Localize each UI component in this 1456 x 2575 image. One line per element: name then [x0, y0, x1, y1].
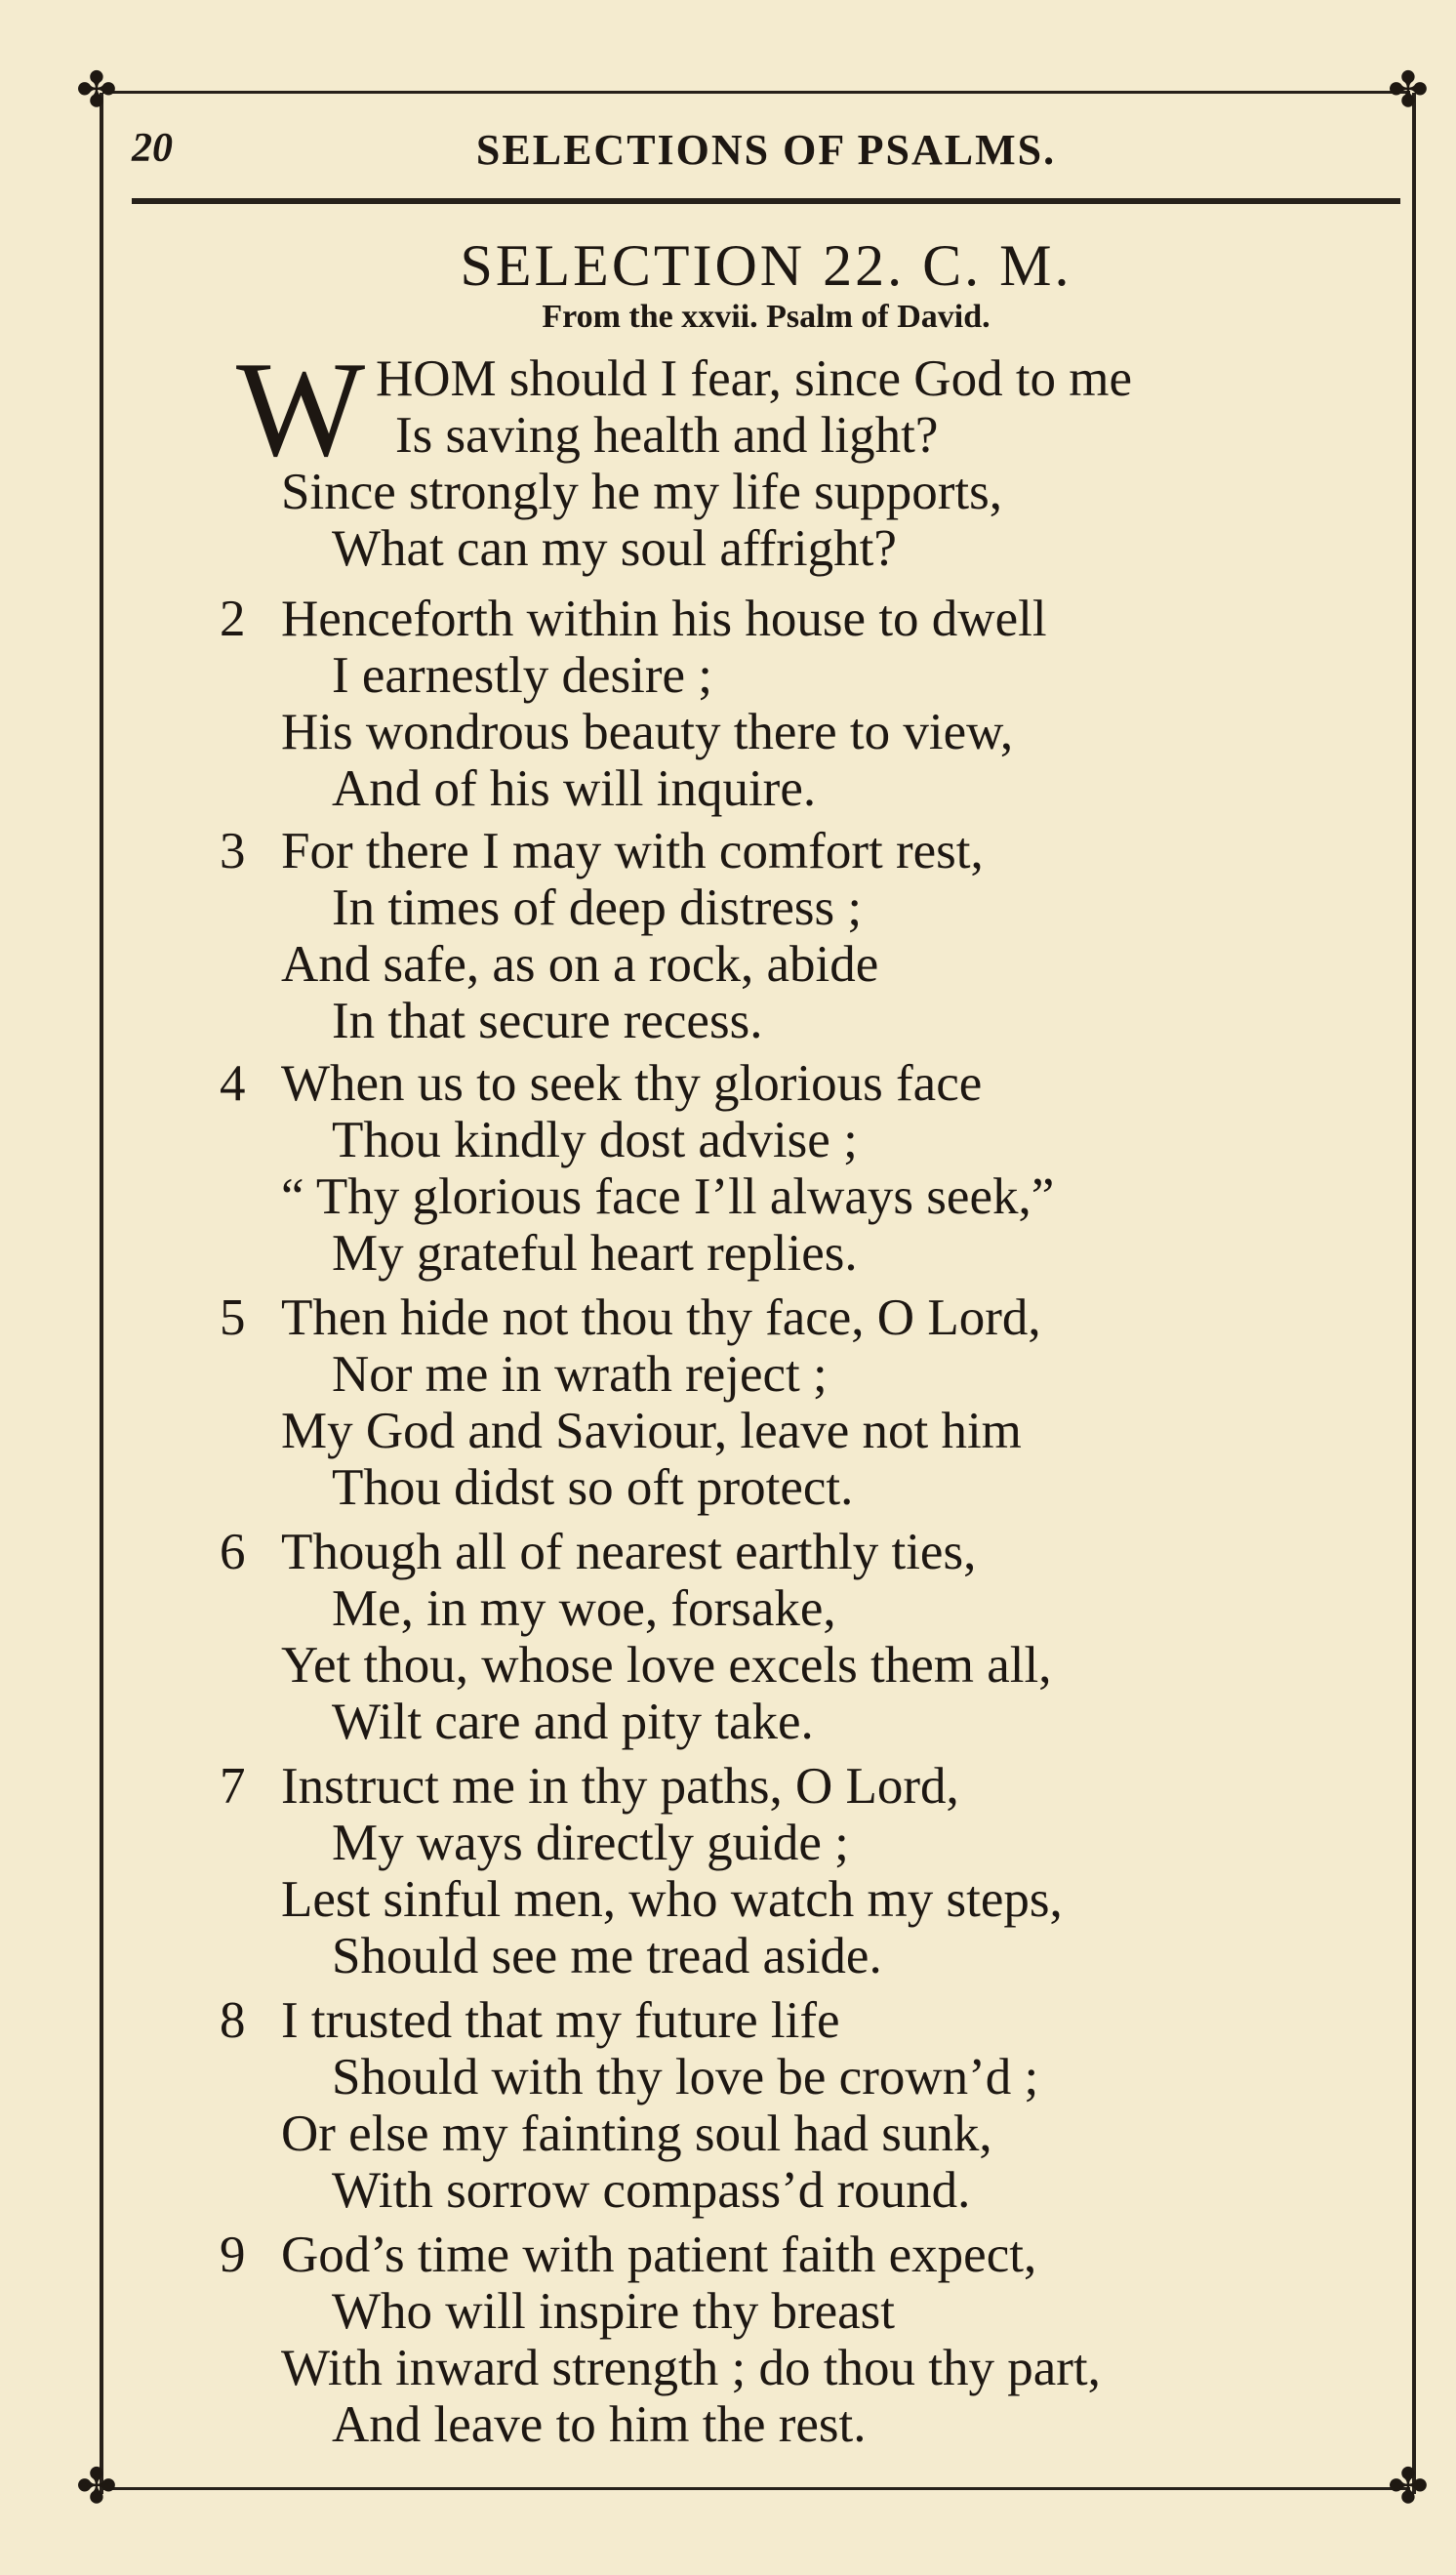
verse-line: My God and Saviour, leave not him [281, 1403, 1022, 1459]
verse-number: 9 [220, 2227, 246, 2283]
verse-line: God’s time with patient faith expect, [281, 2227, 1037, 2283]
verse-number: 5 [220, 1289, 246, 1346]
corner-ornament-icon: ✤ [1388, 2458, 1429, 2514]
verse-line: Then hide not thou thy face, O Lord, [281, 1289, 1041, 1346]
verse-number: 4 [220, 1055, 246, 1112]
verse-number: 6 [220, 1524, 246, 1580]
verse-line: Should see me tread aside. [332, 1928, 882, 1984]
verse-line: His wondrous beauty there to view, [281, 704, 1014, 760]
right-border [1412, 93, 1416, 2494]
running-header [132, 125, 1400, 184]
top-border [102, 91, 1410, 94]
verse-line: Should with thy love be crown’d ; [332, 2049, 1039, 2105]
verse-line: HOM should I fear, since God to me [376, 350, 1133, 407]
verse-line: Though all of nearest earthly ties, [281, 1524, 977, 1580]
verse-line: In times of deep distress ; [332, 879, 863, 936]
verse-line: Lest sinful men, who watch my steps, [281, 1871, 1063, 1928]
verse-line: And safe, as on a rock, abide [281, 936, 879, 993]
verse-line: I earnestly desire ; [332, 647, 712, 704]
verse-number: 8 [220, 1992, 246, 2049]
verse-line: Since strongly he my life supports, [281, 464, 1002, 520]
header-rule [132, 198, 1400, 204]
corner-ornament-icon: ✤ [76, 61, 117, 118]
running-title: SELECTIONS OF PSALMS. [475, 126, 1057, 174]
verse-line: Or else my fainting soul had sunk, [281, 2105, 992, 2162]
verse-line: Henceforth within his house to dwell [281, 591, 1047, 647]
verse-line: Me, in my woe, forsake, [332, 1580, 836, 1637]
verse-line: Wilt care and pity take. [332, 1694, 814, 1750]
verse-line: Thou kindly dost advise ; [332, 1112, 858, 1168]
corner-ornament-icon: ✤ [76, 2458, 117, 2514]
verse-line: Yet thou, whose love excels them all, [281, 1637, 1052, 1694]
verse-line: And leave to him the rest. [332, 2396, 867, 2453]
verse-line: Instruct me in thy paths, O Lord, [281, 1758, 959, 1815]
verse-line: My ways directly guide ; [332, 1815, 849, 1871]
verse-number: 7 [220, 1758, 246, 1815]
verse-line: Nor me in wrath reject ; [332, 1346, 828, 1403]
verse-line: My grateful heart replies. [332, 1225, 858, 1282]
bottom-border [102, 2487, 1410, 2490]
selection-title: SELECTION 22. C. M. [460, 233, 1072, 298]
verse-line: Is saving health and light? [395, 407, 939, 464]
verse-line: For there I may with comfort rest, [281, 823, 984, 879]
verse-line: With sorrow compass’d round. [332, 2162, 971, 2219]
drop-cap: W [236, 334, 366, 485]
verse-line: With inward strength ; do thou thy part, [281, 2340, 1101, 2396]
verse-line: What can my soul affright? [332, 520, 897, 577]
verse-line: “ Thy glorious face I’ll always seek,” [281, 1168, 1055, 1225]
verse-line: In that secure recess. [332, 993, 763, 1049]
verse-line: When us to seek thy glorious face [281, 1055, 983, 1112]
left-border [100, 93, 103, 2494]
verse-number: 2 [220, 591, 246, 647]
selection-subtitle: From the xxvii. Psalm of David. [542, 299, 991, 335]
verse-line: I trusted that my future life [281, 1992, 840, 2049]
corner-ornament-icon: ✤ [1388, 61, 1429, 118]
verse-number: 3 [220, 823, 246, 879]
verse-line: And of his will inquire. [332, 760, 817, 817]
verse-line: Who will inspire thy breast [332, 2283, 895, 2340]
page-number: 20 [132, 126, 173, 171]
verse-line: Thou didst so oft protect. [332, 1459, 854, 1516]
